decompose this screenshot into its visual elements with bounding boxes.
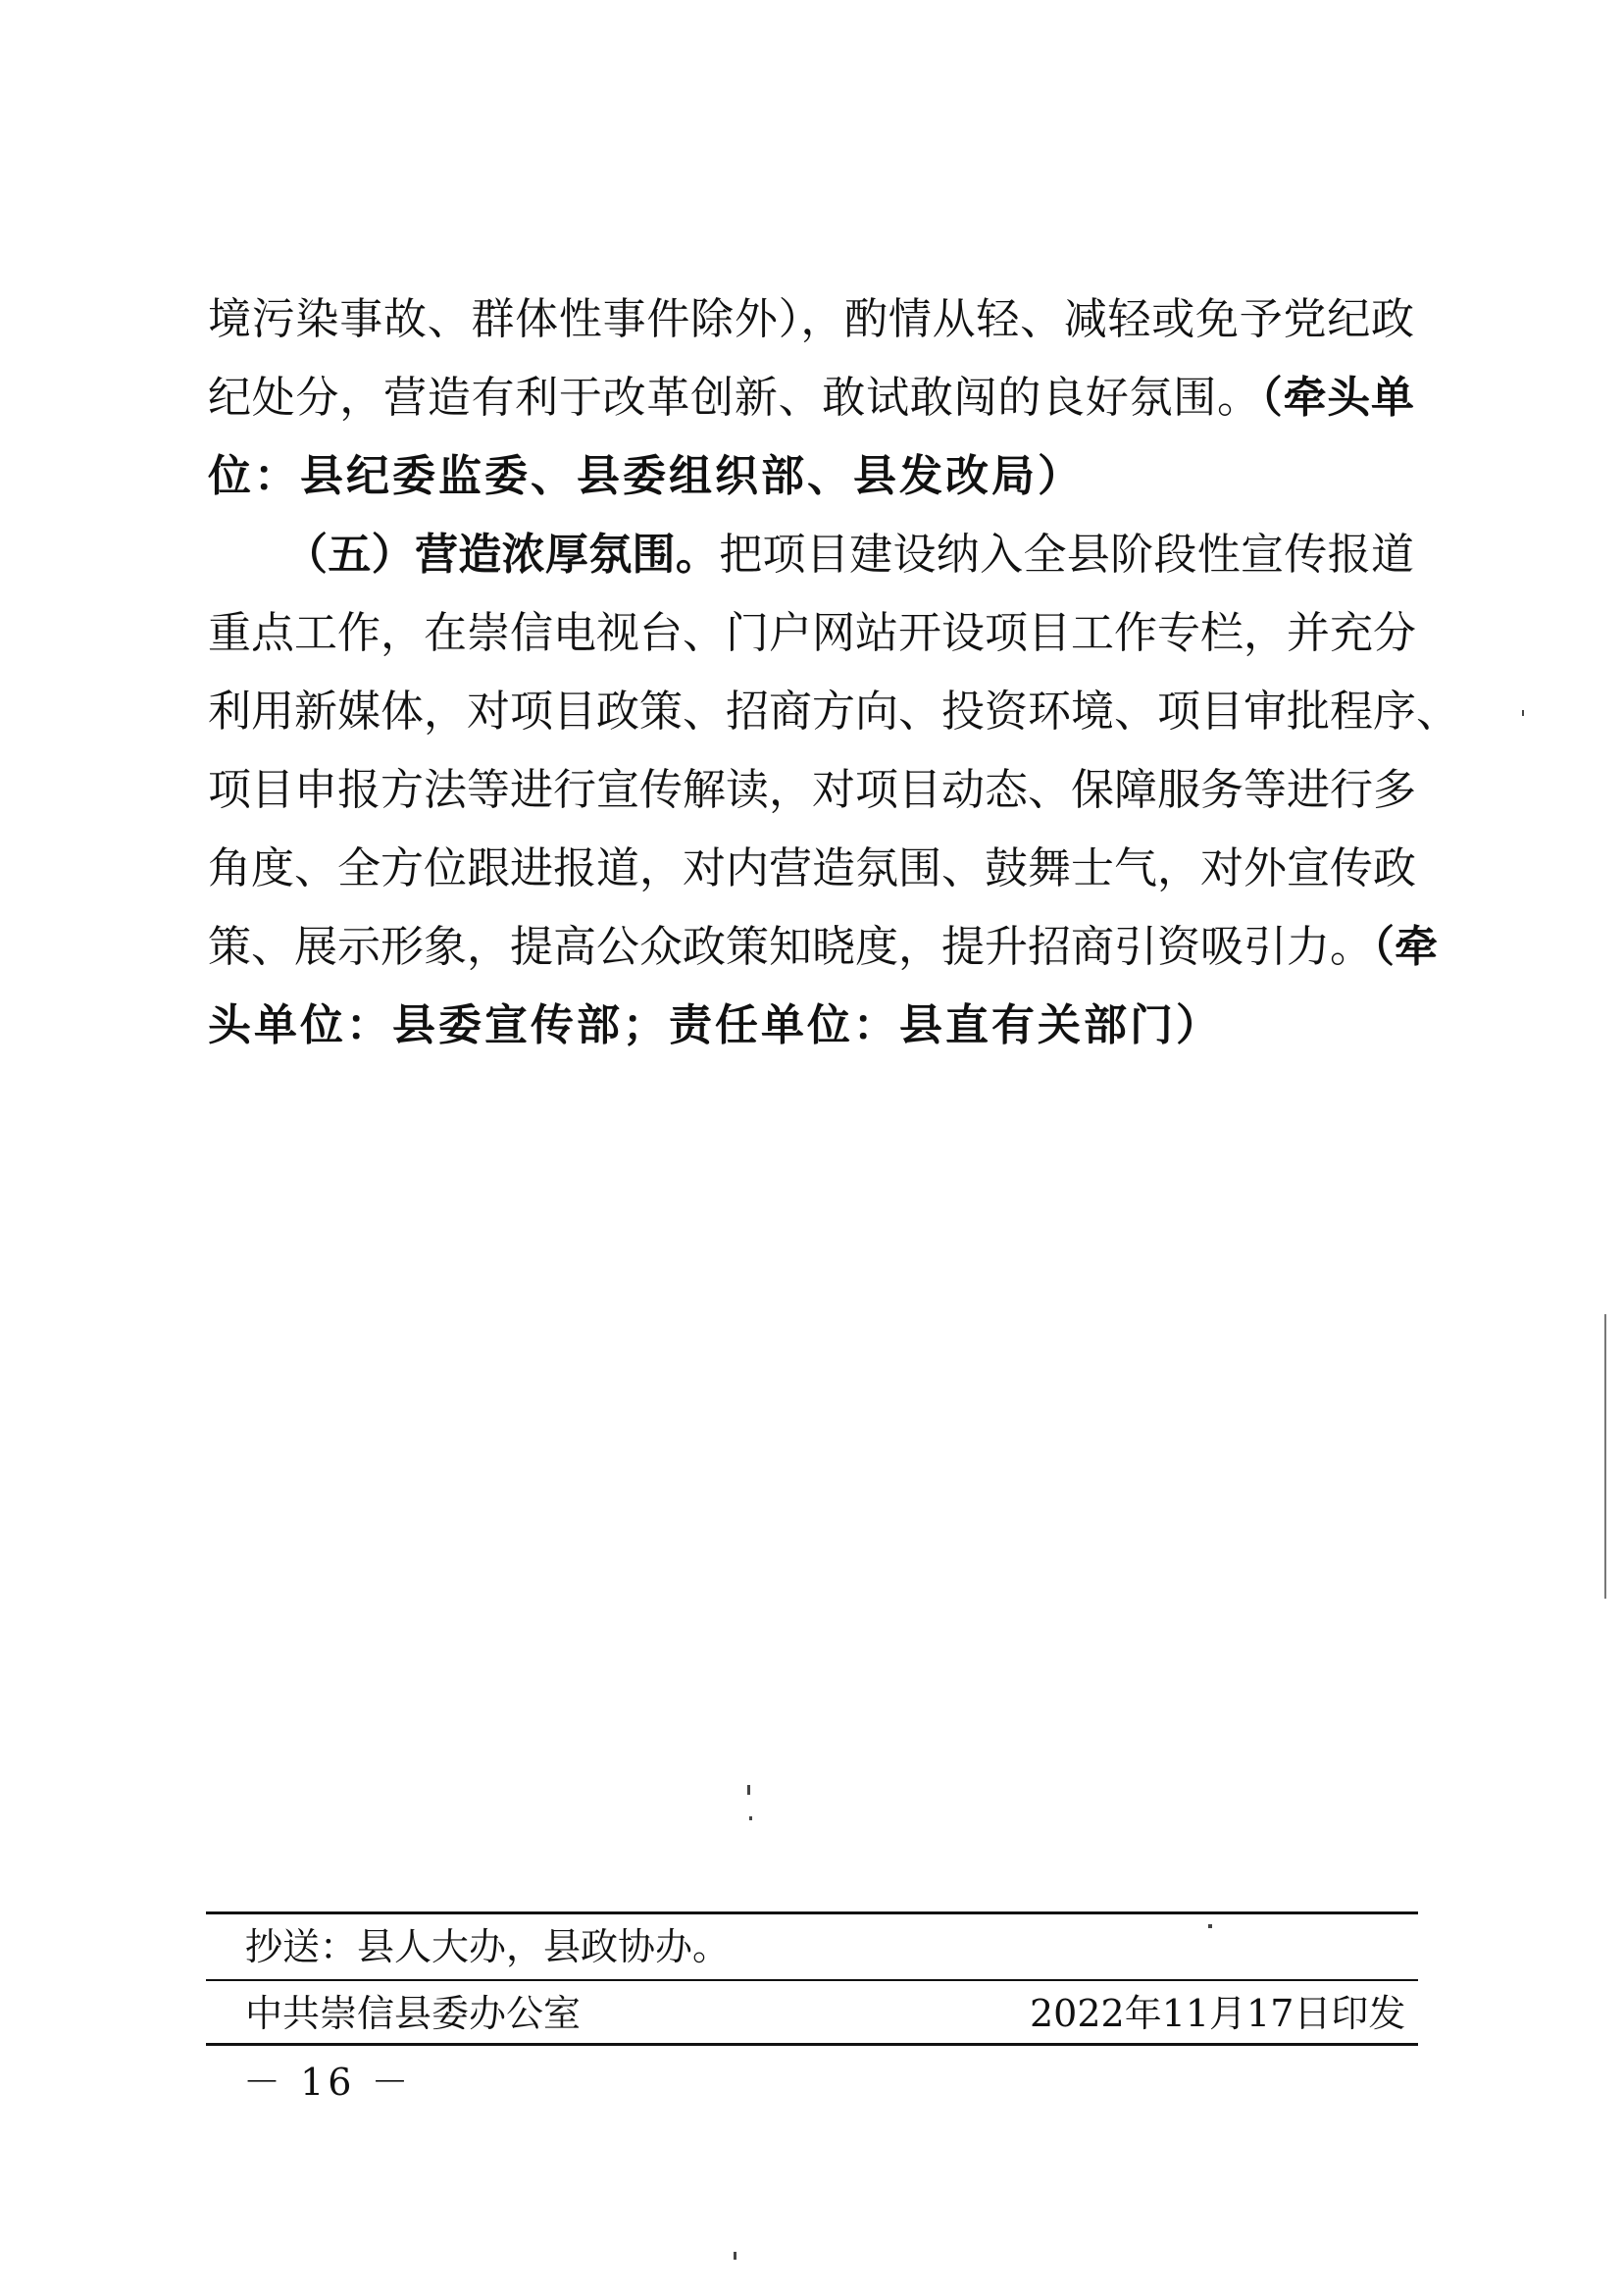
scan-speck [734,2252,736,2260]
footer-bottom-rule [206,2043,1418,2046]
paragraph-1-line-2-text: 纪处分，营造有利于改革创新、敢试敢闯的良好氛围。 [208,373,1261,423]
scan-speck [747,1785,750,1795]
scan-speck [749,1816,752,1820]
cc-line: 抄送：县人大办，县政协办。 [245,1925,731,1968]
paragraph-2-line-1-text: 把项目建设纳入全县阶段性宣传报道 [719,530,1415,580]
scan-speck [1522,710,1524,716]
paragraph-2-line-5: 角度、全方位跟进报道，对内营造氛围、鼓舞士气，对外宣传政 [208,843,1416,893]
page-number: － 16 － [243,2061,413,2104]
lead-unit-open: （牵头单 [1260,373,1415,423]
paragraph-2-line-4: 项目申报方法等进行宣传解读，对项目动态、保障服务等进行多 [208,765,1416,815]
section-heading-5: （五）营造浓厚氛围。 [284,530,720,580]
footer-middle-rule [206,1979,1418,1981]
lead-unit-open-2: （牵 [1373,922,1438,972]
paragraph-1-line-2 [208,369,1414,428]
paragraph-2-line-6-text: 策、展示形象，提高公众政策知晓度，提升招商引资吸引力。 [208,922,1373,972]
paragraph-2-line-3: 利用新媒体，对项目政策、招商方向、投资环境、项目审批程序、 [208,687,1459,737]
issue-date: 2022年11月17日印发 [1030,1992,1406,2035]
paragraph-1-lead-unit: 位：县纪委监委、县委组织部、县发改局） [208,451,1084,501]
paragraph-2-lead-unit: 头单位：县委宣传部；责任单位：县直有关部门） [208,1000,1222,1050]
issuer: 中共崇信县委办公室 [245,1992,582,2035]
paragraph-2-line-2: 重点工作，在崇信电视台、门户网站开设项目工作专栏，并充分 [208,608,1416,658]
paragraph-1-line-1: 境污染事故、群体性事件除外），酌情从轻、减轻或免予党纪政 [208,294,1414,344]
scan-speck [1208,1924,1212,1928]
footer-top-rule [206,1911,1418,1914]
paragraph-2-line-6 [208,918,1438,977]
scan-edge-mark [1604,1314,1606,1599]
paragraph-2-line-1 [284,526,1414,585]
